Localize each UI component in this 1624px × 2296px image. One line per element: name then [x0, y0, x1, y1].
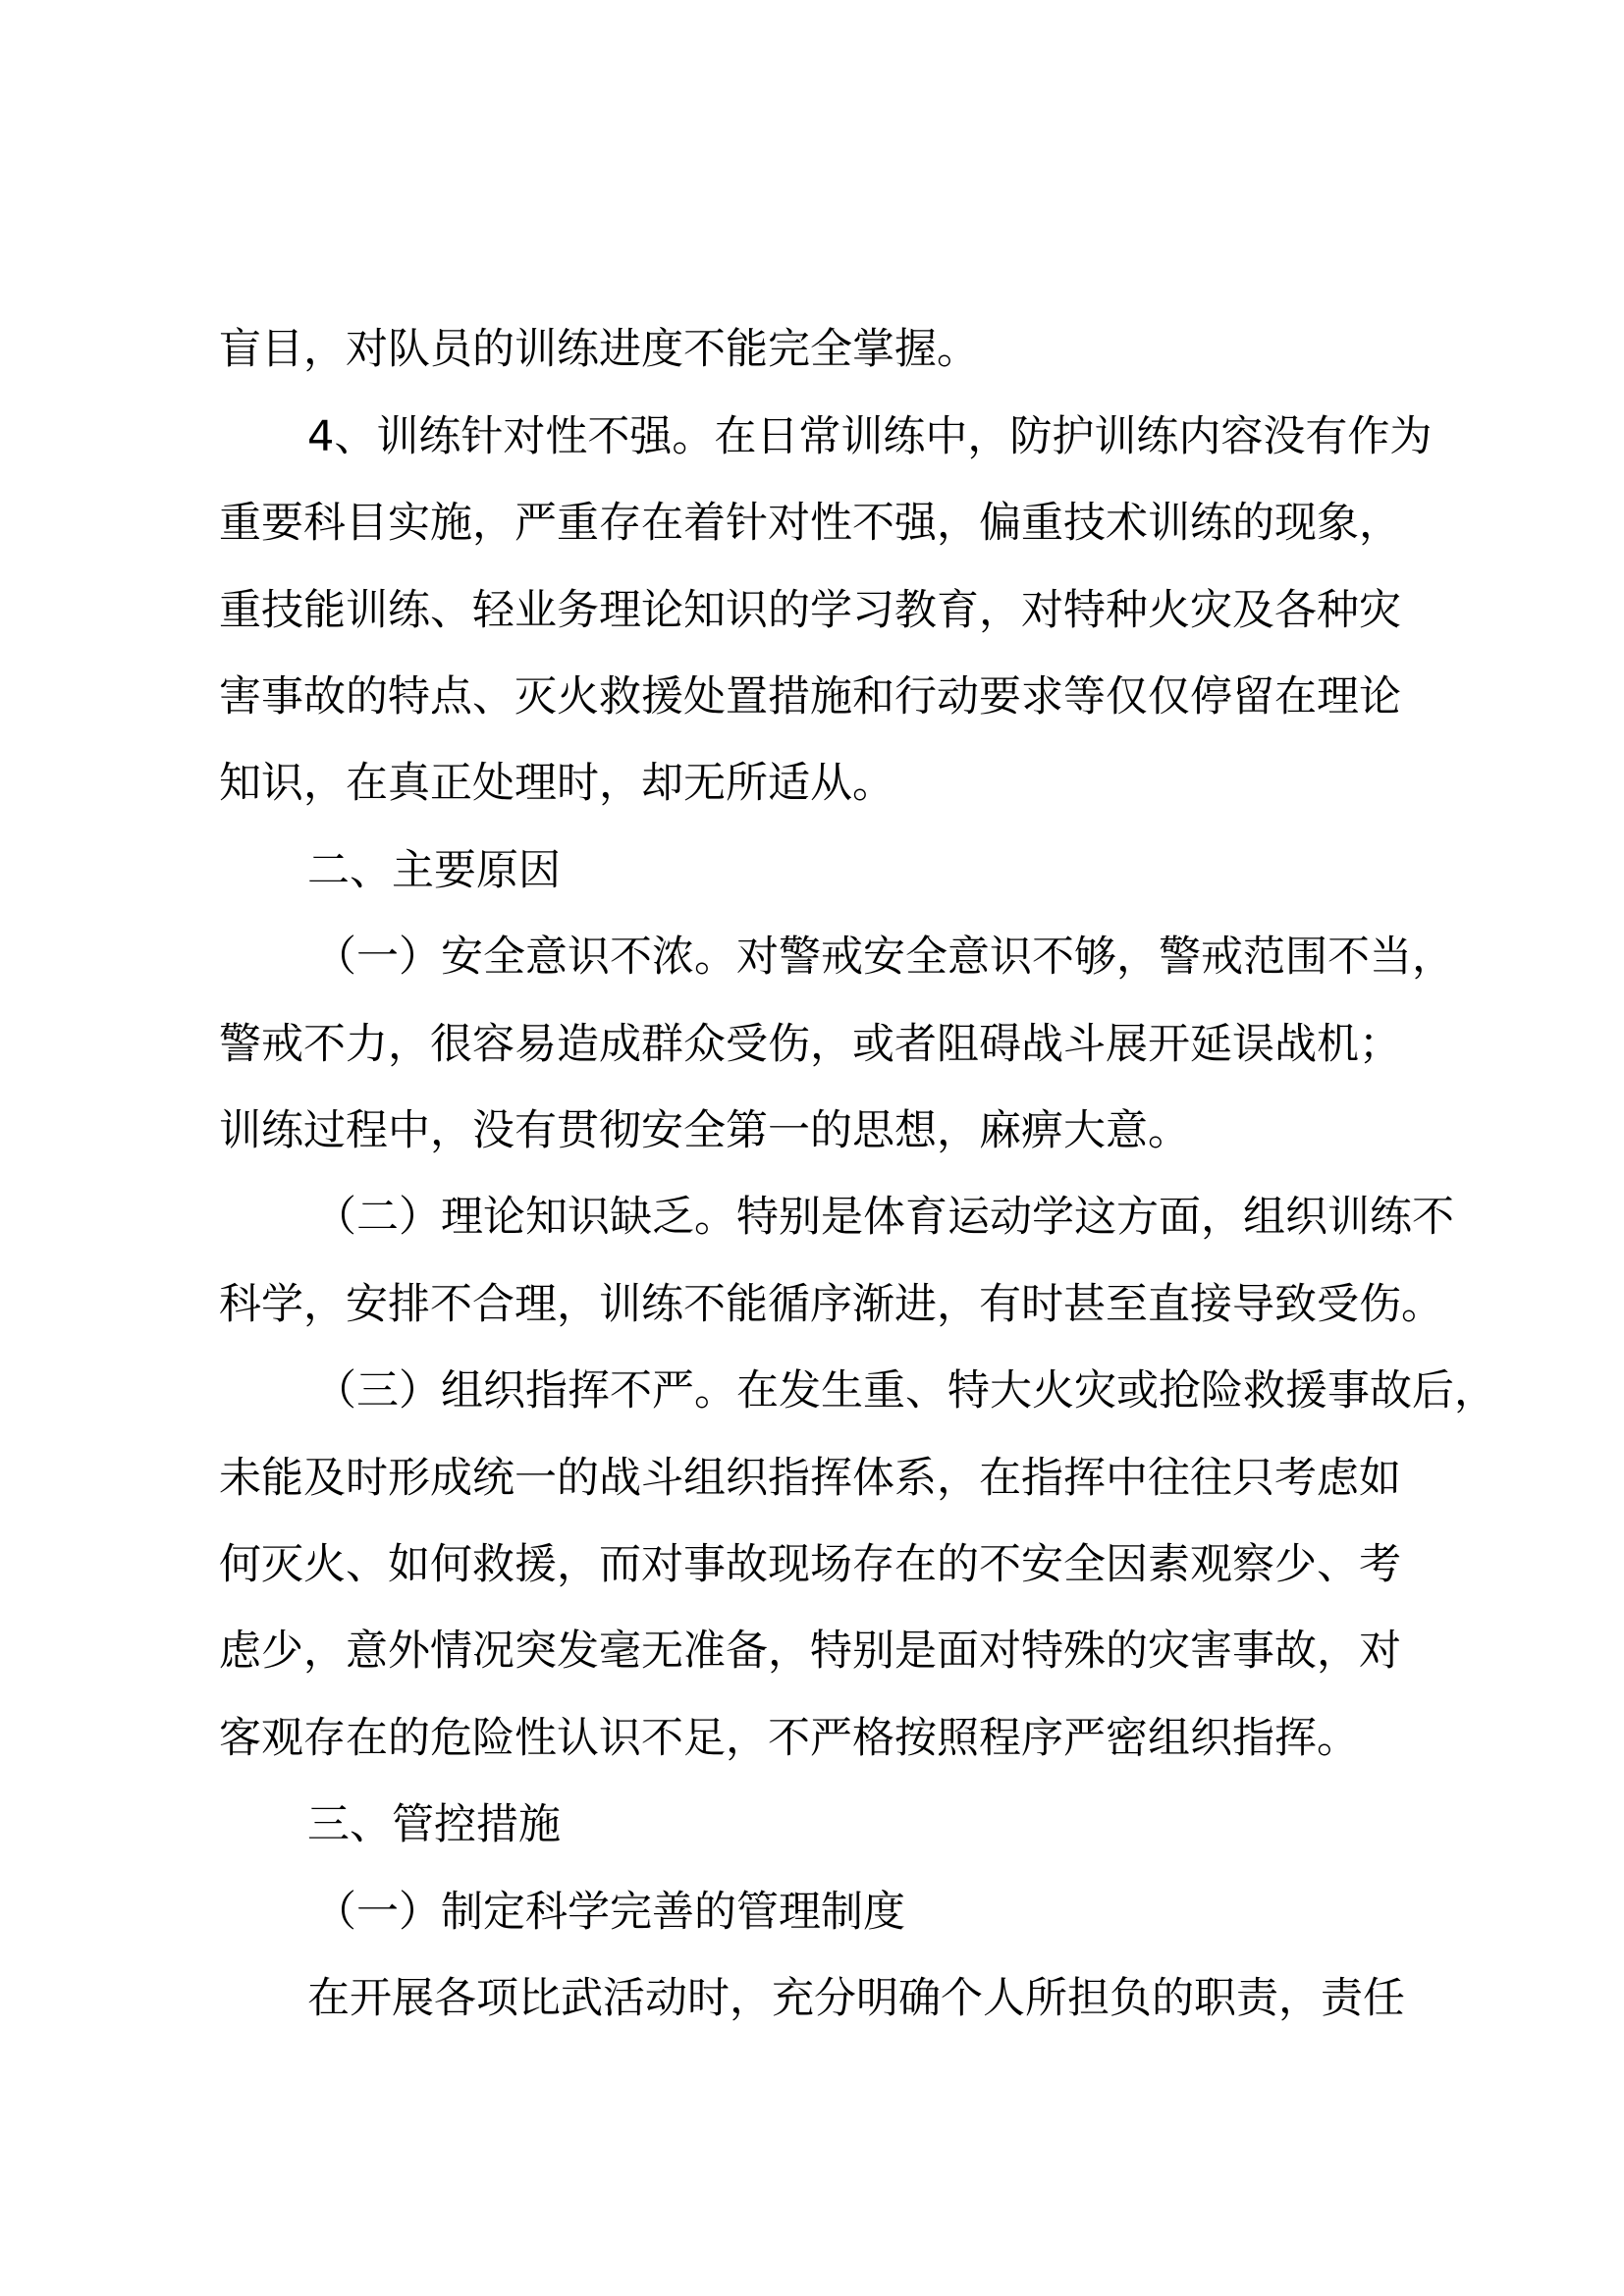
- body-text-line: 训练过程中，没有贯彻安全第一的思想，麻痹大意。: [219, 1106, 1190, 1155]
- body-text-line: 害事故的特点、灭火救援处置措施和行动要求等仅仅停留在理论: [219, 672, 1401, 721]
- body-text-line: 科学，安排不合理，训练不能循序渐进，有时甚至直接导致受伤。: [219, 1280, 1443, 1329]
- subsection-heading-line: （二）理论知识缺乏。特别是体育运动学这方面，组织训练不: [314, 1193, 1454, 1242]
- body-text-line: 虑少，意外情况突发毫无准备，特别是面对特殊的灾害事故，对: [219, 1627, 1401, 1676]
- body-text-line: 重要科目实施，严重存在着针对性不强，偏重技术训练的现象，: [219, 499, 1401, 548]
- subsection-heading-line: （一）安全意识不浓。对警戒安全意识不够，警戒范围不当，: [314, 933, 1454, 982]
- subsection-heading: （一）制定科学完善的管理制度: [314, 1888, 905, 1937]
- body-text-line: 重技能训练、轻业务理论知识的学习教育，对特种火灾及各种灾: [219, 586, 1401, 635]
- section-heading: 三、管控措施: [307, 1800, 561, 1849]
- body-text-line: 在开展各项比武活动时，充分明确个人所担负的职责，责任: [307, 1974, 1405, 2023]
- body-text-line: 警戒不力，很容易造成群众受伤，或者阻碍战斗展开延误战机；: [219, 1020, 1401, 1069]
- body-text-line: 4、训练针对性不强。在日常训练中，防护训练内容没有作为: [307, 412, 1433, 461]
- body-text-line: 客观存在的危险性认识不足，不严格按照程序严密组织指挥。: [219, 1714, 1359, 1763]
- body-text-line: 知识，在真正处理时，却无所适从。: [219, 759, 894, 808]
- body-text-line: 盲目，对队员的训练进度不能完全掌握。: [219, 325, 979, 374]
- body-text-line: 何灭火、如何救援，而对事故现场存在的不安全因素观察少、考: [219, 1540, 1401, 1589]
- subsection-heading-line: （三）组织指挥不严。在发生重、特大火灾或抢险救援事故后，: [314, 1366, 1496, 1415]
- section-heading: 二、主要原因: [307, 846, 561, 895]
- body-text-line: 未能及时形成统一的战斗组织指挥体系，在指挥中往往只考虑如: [219, 1454, 1401, 1503]
